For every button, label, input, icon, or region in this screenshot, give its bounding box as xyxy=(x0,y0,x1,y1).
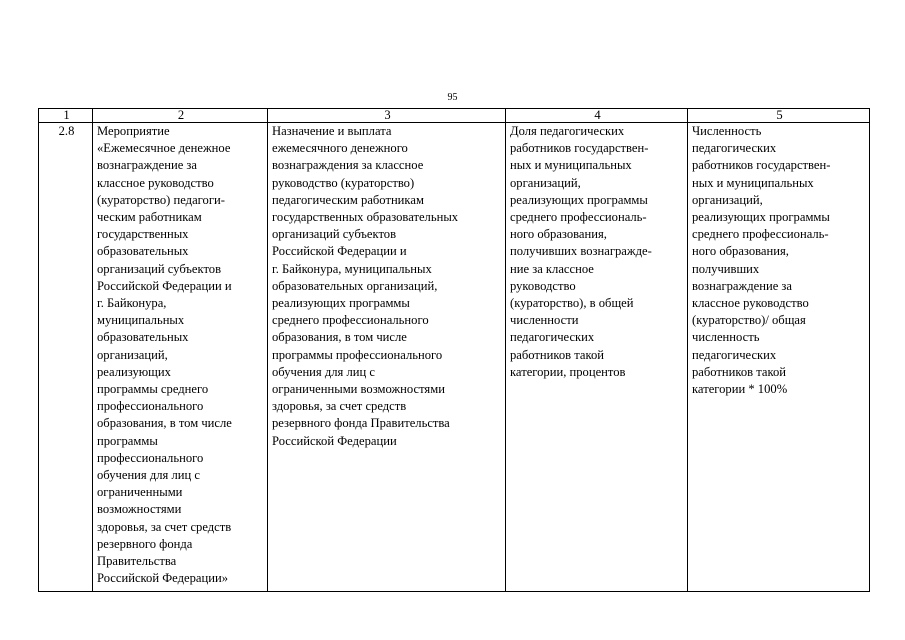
row-number: 2.8 xyxy=(58,124,75,138)
measure-name-text: Мероприятие «Ежемесячное денежное вознаграждение за классное руководство (кураторство) педагоги- ческим работникам государственных образовательных организаций субъектов Российской Федерации и г. Байконура, муниципальных образовательных организаций, реализующих программы среднего профессионального образования, в том числе программы профессионального обучения для лиц с ограниченными возможностями здоровья, за счет средств резервного фонда Правительства Российской Федерации» xyxy=(97,124,232,586)
page-number: 95 xyxy=(447,92,458,103)
measures-table xyxy=(38,108,870,592)
column-header-1: 1 xyxy=(39,109,93,123)
measure-name-cell xyxy=(93,123,268,592)
row-number-cell xyxy=(39,123,93,592)
indicator-text: Доля педагогических работников государствен- ных и муниципальных организаций, реализующих программы среднего профессиональ- ного образования, получивших вознагражде- ние за классное руководство (кураторство), в общей численности педагогических работников такой категории, процентов xyxy=(510,124,652,379)
measure-description-cell xyxy=(268,123,506,592)
calculation-method-cell xyxy=(688,123,870,592)
indicator-cell xyxy=(506,123,688,592)
column-header-3: 3 xyxy=(268,109,506,123)
table-header-row xyxy=(39,109,870,123)
measure-description-text: Назначение и выплата ежемесячного денежного вознаграждения за классное руководство (кураторство) педагогическим работникам государственных образовательных организаций субъектов Российской Федерации и г. Байконура, муниципальных образовательных организаций, реализующих программы среднего профессионального образования, в том числе программы профессионального обучения для лиц с ограниченными возможностями здоровья, за счет средств резервного фонда Правительства Российской Федерации xyxy=(272,124,459,448)
calculation-method-text: Численность педагогических работников государствен- ных и муниципальных организаций, реализующих программы среднего профессиональ- ного образования, получивших вознаграждение за классное руководство (кураторство)/ общая численность педагогических работников такой категории * 100% xyxy=(692,124,831,397)
column-header-4: 4 xyxy=(506,109,688,123)
table-row xyxy=(39,123,870,592)
column-header-2: 2 xyxy=(93,109,268,123)
column-header-5: 5 xyxy=(688,109,870,123)
